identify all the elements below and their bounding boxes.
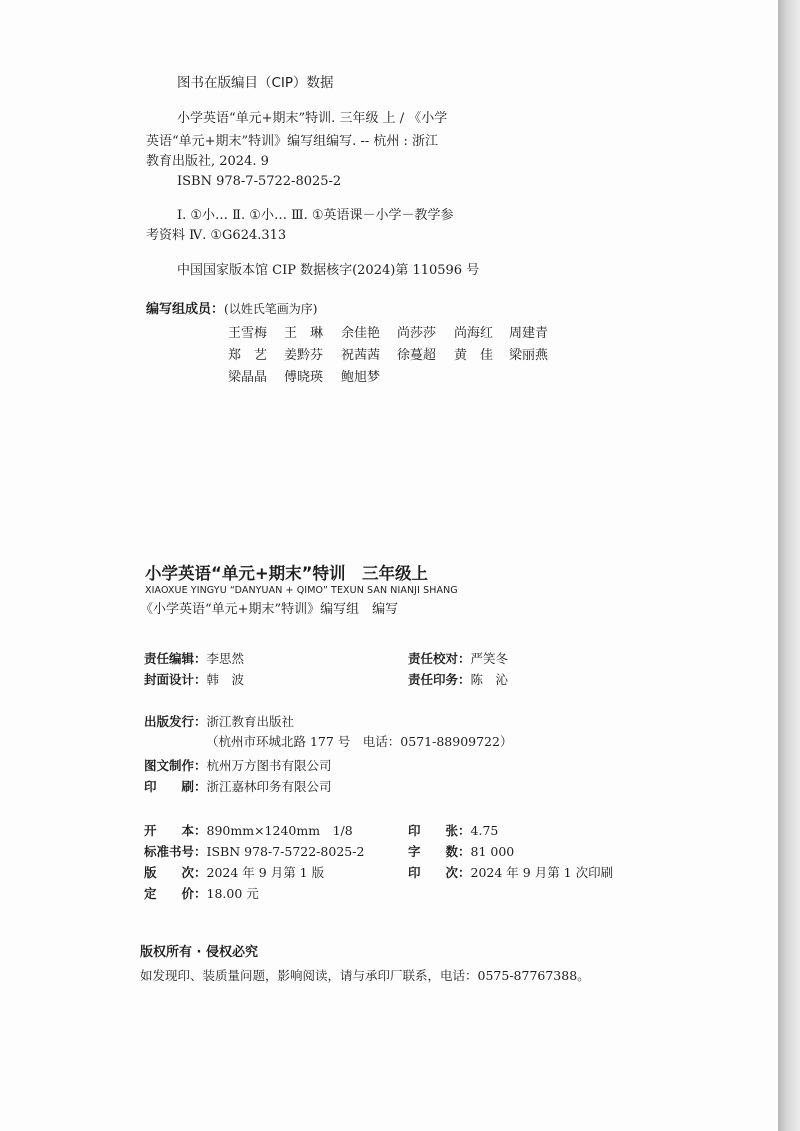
member-name: 王 琳 <box>284 326 324 341</box>
word-count <box>408 843 514 859</box>
sheets-label: 印 张： <box>408 823 471 838</box>
book-title-pinyin: XIAOXUE YINGYU “DANYUAN + QIMO” TEXUN SAN NIANJI SHANG <box>145 585 458 596</box>
print-manager <box>408 671 508 687</box>
graphics <box>144 757 332 773</box>
edition-label: 版 次： <box>144 865 207 880</box>
responsible-proofreader-value: 严笑冬 <box>470 651 509 666</box>
member-name: 祝茜茜 <box>341 348 381 363</box>
graphics-label: 图文制作： <box>144 758 207 773</box>
member-name: 郑 艺 <box>228 348 268 363</box>
member-name: 梁丽燕 <box>509 348 549 363</box>
cip-line-2: 英语“单元+期末”特训》编写组编写. -- 杭州 : 浙江 <box>146 134 439 149</box>
member-name: 周建青 <box>509 326 549 341</box>
member-name: 尚莎莎 <box>397 326 437 341</box>
edition <box>144 864 324 880</box>
members-label: 编写组成员： <box>146 302 225 317</box>
edition-value: 2024 年 9 月第 1 版 <box>206 865 325 880</box>
printing-label: 印 次： <box>408 865 471 880</box>
member-name: 梁晶晶 <box>228 370 268 385</box>
format <box>144 822 353 838</box>
standard-book-number-value: ISBN 978-7-5722-8025-2 <box>206 844 365 859</box>
responsible-editor <box>144 650 244 666</box>
print-manager-value: 陈 沁 <box>470 672 509 687</box>
copyright-notice: 版权所有 · 侵权必究 <box>140 945 258 960</box>
page-edge-shadow <box>778 0 800 1131</box>
member-name: 王雪梅 <box>228 326 268 341</box>
print-manager-label: 责任印务： <box>408 672 471 687</box>
member-name: 徐蔓超 <box>397 348 437 363</box>
cover-design <box>144 671 244 687</box>
cip-line-1: 小学英语“单元+期末”特训. 三年级 上 / 《小学 <box>177 111 448 126</box>
responsible-editor-label: 责任编辑： <box>144 651 207 666</box>
printer-label: 印 刷： <box>144 779 207 794</box>
publisher-address: （杭州市环城北路 177 号 电话：0571-88909722） <box>206 734 513 749</box>
cover-design-label: 封面设计： <box>144 672 207 687</box>
sheets-value: 4.75 <box>470 823 499 838</box>
sheets <box>408 822 498 838</box>
quality-contact: 如发现印、装质量问题，影响阅读，请与承印厂联系，电话：0575-87767388。 <box>140 968 590 983</box>
cip-classification-1: Ⅰ. ①小… Ⅱ. ①小… Ⅲ. ①英语课－小学－教学参 <box>177 208 454 223</box>
responsible-proofreader-label: 责任校对： <box>408 651 471 666</box>
cip-number: 中国国家版本馆 CIP 数据核字(2024)第 110596 号 <box>177 263 480 278</box>
cip-title: 图书在版编目（CIP）数据 <box>177 75 334 91</box>
responsible-proofreader <box>408 650 508 666</box>
word-count-label: 字 数： <box>408 844 471 859</box>
printing <box>408 864 613 880</box>
printer-value: 浙江嘉林印务有限公司 <box>206 779 332 794</box>
book-editors: 《小学英语“单元+期末”特训》编写组 编写 <box>140 602 399 617</box>
member-name: 余佳艳 <box>341 326 381 341</box>
printer <box>144 778 332 794</box>
member-name: 鲍旭梦 <box>341 370 381 385</box>
cip-line-3: 教育出版社, 2024. 9 <box>146 154 269 169</box>
publisher <box>144 713 294 729</box>
members-note: (以姓氏笔画为序) <box>224 302 318 316</box>
format-value: 890mm×1240mm 1/8 <box>206 823 353 838</box>
member-name: 尚海红 <box>454 326 494 341</box>
price-label: 定 价： <box>144 886 207 901</box>
printing-value: 2024 年 9 月第 1 次印刷 <box>470 865 614 880</box>
cover-design-value: 韩 波 <box>206 672 245 687</box>
member-name: 傅晓瑛 <box>284 370 324 385</box>
member-name: 黄 佳 <box>454 348 494 363</box>
publisher-label: 出版发行： <box>144 714 207 729</box>
graphics-value: 杭州万方图书有限公司 <box>206 758 332 773</box>
cip-classification-2: 考资料 Ⅳ. ①G624.313 <box>146 228 287 243</box>
cip-isbn: ISBN 978-7-5722-8025-2 <box>177 174 342 189</box>
standard-book-number-label: 标准书号： <box>144 844 207 859</box>
publisher-value: 浙江教育出版社 <box>206 714 295 729</box>
price <box>144 885 259 901</box>
members-heading <box>146 303 317 316</box>
book-title: 小学英语“单元+期末”特训 三年级上 <box>145 564 429 583</box>
standard-book-number <box>144 843 364 859</box>
member-name: 姜黔芬 <box>284 348 324 363</box>
format-label: 开 本： <box>144 823 207 838</box>
responsible-editor-value: 李思然 <box>206 651 245 666</box>
price-value: 18.00 元 <box>206 886 259 901</box>
word-count-value: 81 000 <box>470 844 515 859</box>
